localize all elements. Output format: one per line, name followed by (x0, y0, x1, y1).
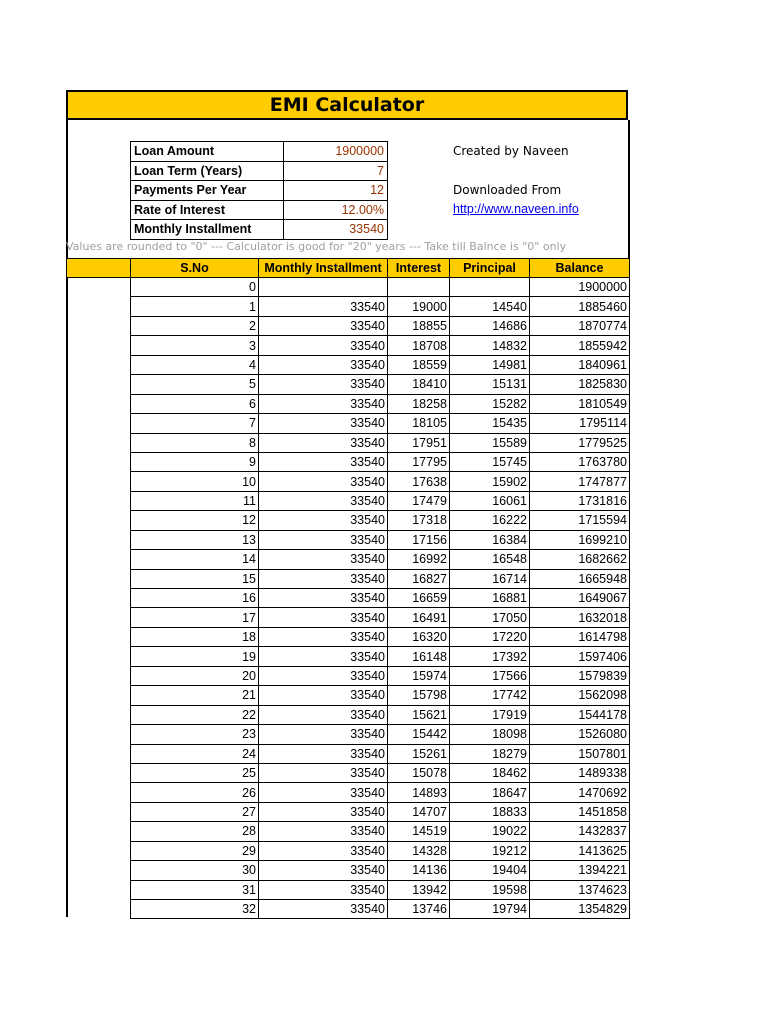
interest-cell: 17951 (388, 433, 450, 452)
installment-cell: 33540 (259, 666, 388, 685)
balance-cell: 1885460 (530, 297, 630, 316)
principal-cell: 15131 (450, 375, 530, 394)
balance-cell: 1526080 (530, 725, 630, 744)
interest-cell: 15261 (388, 744, 450, 763)
sno-cell: 19 (131, 647, 259, 666)
principal-cell: 19794 (450, 900, 530, 919)
installment-cell: 33540 (259, 452, 388, 471)
sno-cell: 13 (131, 530, 259, 549)
interest-cell: 19000 (388, 297, 450, 316)
table-row (131, 511, 630, 530)
interest-cell: 16491 (388, 608, 450, 627)
balance-cell: 1413625 (530, 841, 630, 860)
table-row (131, 861, 630, 880)
balance-cell: 1747877 (530, 472, 630, 491)
table-row (131, 841, 630, 860)
balance-cell: 1432837 (530, 822, 630, 841)
interest-cell: 17479 (388, 491, 450, 510)
principal-cell: 17220 (450, 627, 530, 646)
sno-cell: 12 (131, 511, 259, 530)
downloaded-from-text: Downloaded From (453, 183, 562, 197)
principal-cell: 16061 (450, 491, 530, 510)
schedule-header-row (67, 258, 630, 278)
sno-cell: 15 (131, 569, 259, 588)
principal-cell: 16714 (450, 569, 530, 588)
interest-cell: 16992 (388, 550, 450, 569)
sno-cell: 20 (131, 666, 259, 685)
balance-cell: 1354829 (530, 900, 630, 919)
rounding-note: Values are rounded to "0" --- Calculator is good for "20" years --- Take till Balnce is "0" only (66, 240, 567, 253)
table-row (131, 530, 630, 549)
balance-cell: 1900000 (530, 278, 630, 297)
balance-cell: 1470692 (530, 783, 630, 802)
interest-cell: 13942 (388, 880, 450, 899)
balance-cell: 1855942 (530, 336, 630, 355)
sno-cell: 9 (131, 452, 259, 471)
balance-cell: 1562098 (530, 686, 630, 705)
sno-cell: 25 (131, 763, 259, 782)
interest-cell: 17795 (388, 452, 450, 471)
installment-cell: 33540 (259, 841, 388, 860)
principal-cell: 15589 (450, 433, 530, 452)
principal-cell: 17919 (450, 705, 530, 724)
installment-cell: 33540 (259, 336, 388, 355)
input-label: Loan Amount (131, 142, 284, 162)
table-row (131, 822, 630, 841)
loan-term-value[interactable]: 7 (284, 161, 388, 181)
sno-cell: 16 (131, 589, 259, 608)
interest-cell: 14519 (388, 822, 450, 841)
principal-cell: 19598 (450, 880, 530, 899)
loan-amount-value[interactable]: 1900000 (284, 142, 388, 162)
installment-cell: 33540 (259, 822, 388, 841)
input-row (131, 181, 388, 201)
installment-cell: 33540 (259, 550, 388, 569)
balance-cell: 1665948 (530, 569, 630, 588)
sno-cell: 28 (131, 822, 259, 841)
table-row (131, 297, 630, 316)
table-row (131, 627, 630, 646)
balance-cell: 1489338 (530, 763, 630, 782)
amortization-table (130, 277, 630, 919)
created-by-text: Created by Naveen (453, 144, 569, 158)
interest-cell: 15442 (388, 725, 450, 744)
installment-cell: 33540 (259, 316, 388, 335)
installment-cell: 33540 (259, 491, 388, 510)
input-label: Rate of Interest (131, 200, 284, 220)
sno-cell: 32 (131, 900, 259, 919)
loan-inputs-table (130, 141, 388, 240)
principal-cell: 18279 (450, 744, 530, 763)
installment-cell: 33540 (259, 414, 388, 433)
principal-cell: 17050 (450, 608, 530, 627)
input-row (131, 142, 388, 162)
balance-cell: 1682662 (530, 550, 630, 569)
sno-cell: 0 (131, 278, 259, 297)
sno-cell: 10 (131, 472, 259, 491)
interest-cell: 16148 (388, 647, 450, 666)
installment-cell: 33540 (259, 297, 388, 316)
website-link[interactable]: http://www.naveen.info (453, 202, 579, 216)
principal-cell: 19212 (450, 841, 530, 860)
installment-cell: 33540 (259, 511, 388, 530)
table-row (131, 647, 630, 666)
table-row (131, 355, 630, 374)
table-row (131, 725, 630, 744)
rate-of-interest-value[interactable]: 12.00% (284, 200, 388, 220)
installment-cell: 33540 (259, 744, 388, 763)
table-row (131, 608, 630, 627)
sno-cell: 22 (131, 705, 259, 724)
sno-cell: 11 (131, 491, 259, 510)
sno-cell: 30 (131, 861, 259, 880)
principal-cell: 14540 (450, 297, 530, 316)
sno-cell: 6 (131, 394, 259, 413)
principal-cell: 14686 (450, 316, 530, 335)
table-row (131, 452, 630, 471)
interest-cell: 15974 (388, 666, 450, 685)
sno-cell: 23 (131, 725, 259, 744)
interest-cell: 14893 (388, 783, 450, 802)
balance-cell: 1544178 (530, 705, 630, 724)
balance-cell: 1699210 (530, 530, 630, 549)
balance-cell: 1870774 (530, 316, 630, 335)
table-row (131, 316, 630, 335)
interest-cell: 14707 (388, 802, 450, 821)
interest-cell: 15621 (388, 705, 450, 724)
installment-cell: 33540 (259, 725, 388, 744)
balance-cell: 1825830 (530, 375, 630, 394)
sno-cell: 7 (131, 414, 259, 433)
table-row (131, 550, 630, 569)
sno-cell: 21 (131, 686, 259, 705)
principal-cell: 16222 (450, 511, 530, 530)
column-header-sno: S.No (130, 259, 258, 277)
sno-cell: 17 (131, 608, 259, 627)
principal-cell (450, 278, 530, 297)
installment-cell: 33540 (259, 472, 388, 491)
sno-cell: 18 (131, 627, 259, 646)
installment-cell: 33540 (259, 569, 388, 588)
column-header-principal: Principal (449, 259, 529, 277)
interest-cell: 18708 (388, 336, 450, 355)
table-row (131, 433, 630, 452)
installment-cell: 33540 (259, 802, 388, 821)
installment-cell: 33540 (259, 647, 388, 666)
interest-cell: 14136 (388, 861, 450, 880)
interest-cell: 17638 (388, 472, 450, 491)
table-row (131, 802, 630, 821)
interest-cell: 16827 (388, 569, 450, 588)
interest-cell: 15078 (388, 763, 450, 782)
principal-cell: 18647 (450, 783, 530, 802)
installment-cell: 33540 (259, 627, 388, 646)
balance-cell: 1632018 (530, 608, 630, 627)
balance-cell: 1451858 (530, 802, 630, 821)
sno-cell: 1 (131, 297, 259, 316)
installment-cell: 33540 (259, 394, 388, 413)
input-row (131, 220, 388, 240)
monthly-installment-value: 33540 (284, 220, 388, 240)
interest-cell: 16659 (388, 589, 450, 608)
sno-cell: 8 (131, 433, 259, 452)
installment-cell: 33540 (259, 686, 388, 705)
principal-cell: 18833 (450, 802, 530, 821)
installment-cell: 33540 (259, 530, 388, 549)
table-row (131, 763, 630, 782)
sno-cell: 14 (131, 550, 259, 569)
principal-cell: 16881 (450, 589, 530, 608)
installment-cell: 33540 (259, 900, 388, 919)
interest-cell: 18410 (388, 375, 450, 394)
input-row (131, 161, 388, 181)
sno-cell: 31 (131, 880, 259, 899)
table-row (131, 414, 630, 433)
interest-cell (388, 278, 450, 297)
table-row (131, 900, 630, 919)
table-row (131, 569, 630, 588)
balance-cell: 1840961 (530, 355, 630, 374)
installment-cell: 33540 (259, 589, 388, 608)
principal-cell: 17742 (450, 686, 530, 705)
sno-cell: 4 (131, 355, 259, 374)
principal-cell: 18462 (450, 763, 530, 782)
interest-cell: 17318 (388, 511, 450, 530)
balance-cell: 1779525 (530, 433, 630, 452)
interest-cell: 18855 (388, 316, 450, 335)
table-row (131, 472, 630, 491)
frame-right-line (628, 120, 630, 258)
balance-cell: 1715594 (530, 511, 630, 530)
interest-cell: 13746 (388, 900, 450, 919)
balance-cell: 1597406 (530, 647, 630, 666)
installment-cell: 33540 (259, 433, 388, 452)
installment-cell: 33540 (259, 783, 388, 802)
table-row (131, 783, 630, 802)
table-row (131, 375, 630, 394)
sno-cell: 29 (131, 841, 259, 860)
installment-cell: 33540 (259, 763, 388, 782)
sno-cell: 26 (131, 783, 259, 802)
table-row (131, 666, 630, 685)
principal-cell: 17392 (450, 647, 530, 666)
principal-cell: 18098 (450, 725, 530, 744)
column-header-interest: Interest (387, 259, 449, 277)
table-row (131, 336, 630, 355)
sno-cell: 5 (131, 375, 259, 394)
principal-cell: 15435 (450, 414, 530, 433)
interest-cell: 15798 (388, 686, 450, 705)
table-row (131, 278, 630, 297)
balance-cell: 1394221 (530, 861, 630, 880)
principal-cell: 16548 (450, 550, 530, 569)
balance-cell: 1810549 (530, 394, 630, 413)
installment-cell: 33540 (259, 705, 388, 724)
interest-cell: 18258 (388, 394, 450, 413)
principal-cell: 19022 (450, 822, 530, 841)
balance-cell: 1614798 (530, 627, 630, 646)
interest-cell: 18105 (388, 414, 450, 433)
interest-cell: 17156 (388, 530, 450, 549)
payments-per-year-value[interactable]: 12 (284, 181, 388, 201)
input-label: Loan Term (Years) (131, 161, 284, 181)
installment-cell (259, 278, 388, 297)
balance-cell: 1731816 (530, 491, 630, 510)
principal-cell: 15282 (450, 394, 530, 413)
title-bar (66, 90, 628, 120)
principal-cell: 15745 (450, 452, 530, 471)
principal-cell: 16384 (450, 530, 530, 549)
sno-cell: 24 (131, 744, 259, 763)
input-row (131, 200, 388, 220)
sno-cell: 2 (131, 316, 259, 335)
input-label: Monthly Installment (131, 220, 284, 240)
principal-cell: 17566 (450, 666, 530, 685)
balance-cell: 1649067 (530, 589, 630, 608)
installment-cell: 33540 (259, 880, 388, 899)
balance-cell: 1579839 (530, 666, 630, 685)
table-row (131, 686, 630, 705)
installment-cell: 33540 (259, 608, 388, 627)
installment-cell: 33540 (259, 375, 388, 394)
table-row (131, 705, 630, 724)
table-row (131, 744, 630, 763)
interest-cell: 18559 (388, 355, 450, 374)
sno-cell: 3 (131, 336, 259, 355)
balance-cell: 1374623 (530, 880, 630, 899)
principal-cell: 19404 (450, 861, 530, 880)
table-row (131, 491, 630, 510)
table-row (131, 589, 630, 608)
column-header-monthly-installment: Monthly Installment (258, 259, 387, 277)
principal-cell: 14832 (450, 336, 530, 355)
balance-cell: 1763780 (530, 452, 630, 471)
installment-cell: 33540 (259, 355, 388, 374)
page-title: EMI Calculator (269, 94, 425, 116)
balance-cell: 1507801 (530, 744, 630, 763)
principal-cell: 14981 (450, 355, 530, 374)
installment-cell: 33540 (259, 861, 388, 880)
principal-cell: 15902 (450, 472, 530, 491)
table-row (131, 394, 630, 413)
sno-cell: 27 (131, 802, 259, 821)
interest-cell: 16320 (388, 627, 450, 646)
column-header-balance: Balance (529, 259, 630, 277)
table-row (131, 880, 630, 899)
balance-cell: 1795114 (530, 414, 630, 433)
input-label: Payments Per Year (131, 181, 284, 201)
interest-cell: 14328 (388, 841, 450, 860)
